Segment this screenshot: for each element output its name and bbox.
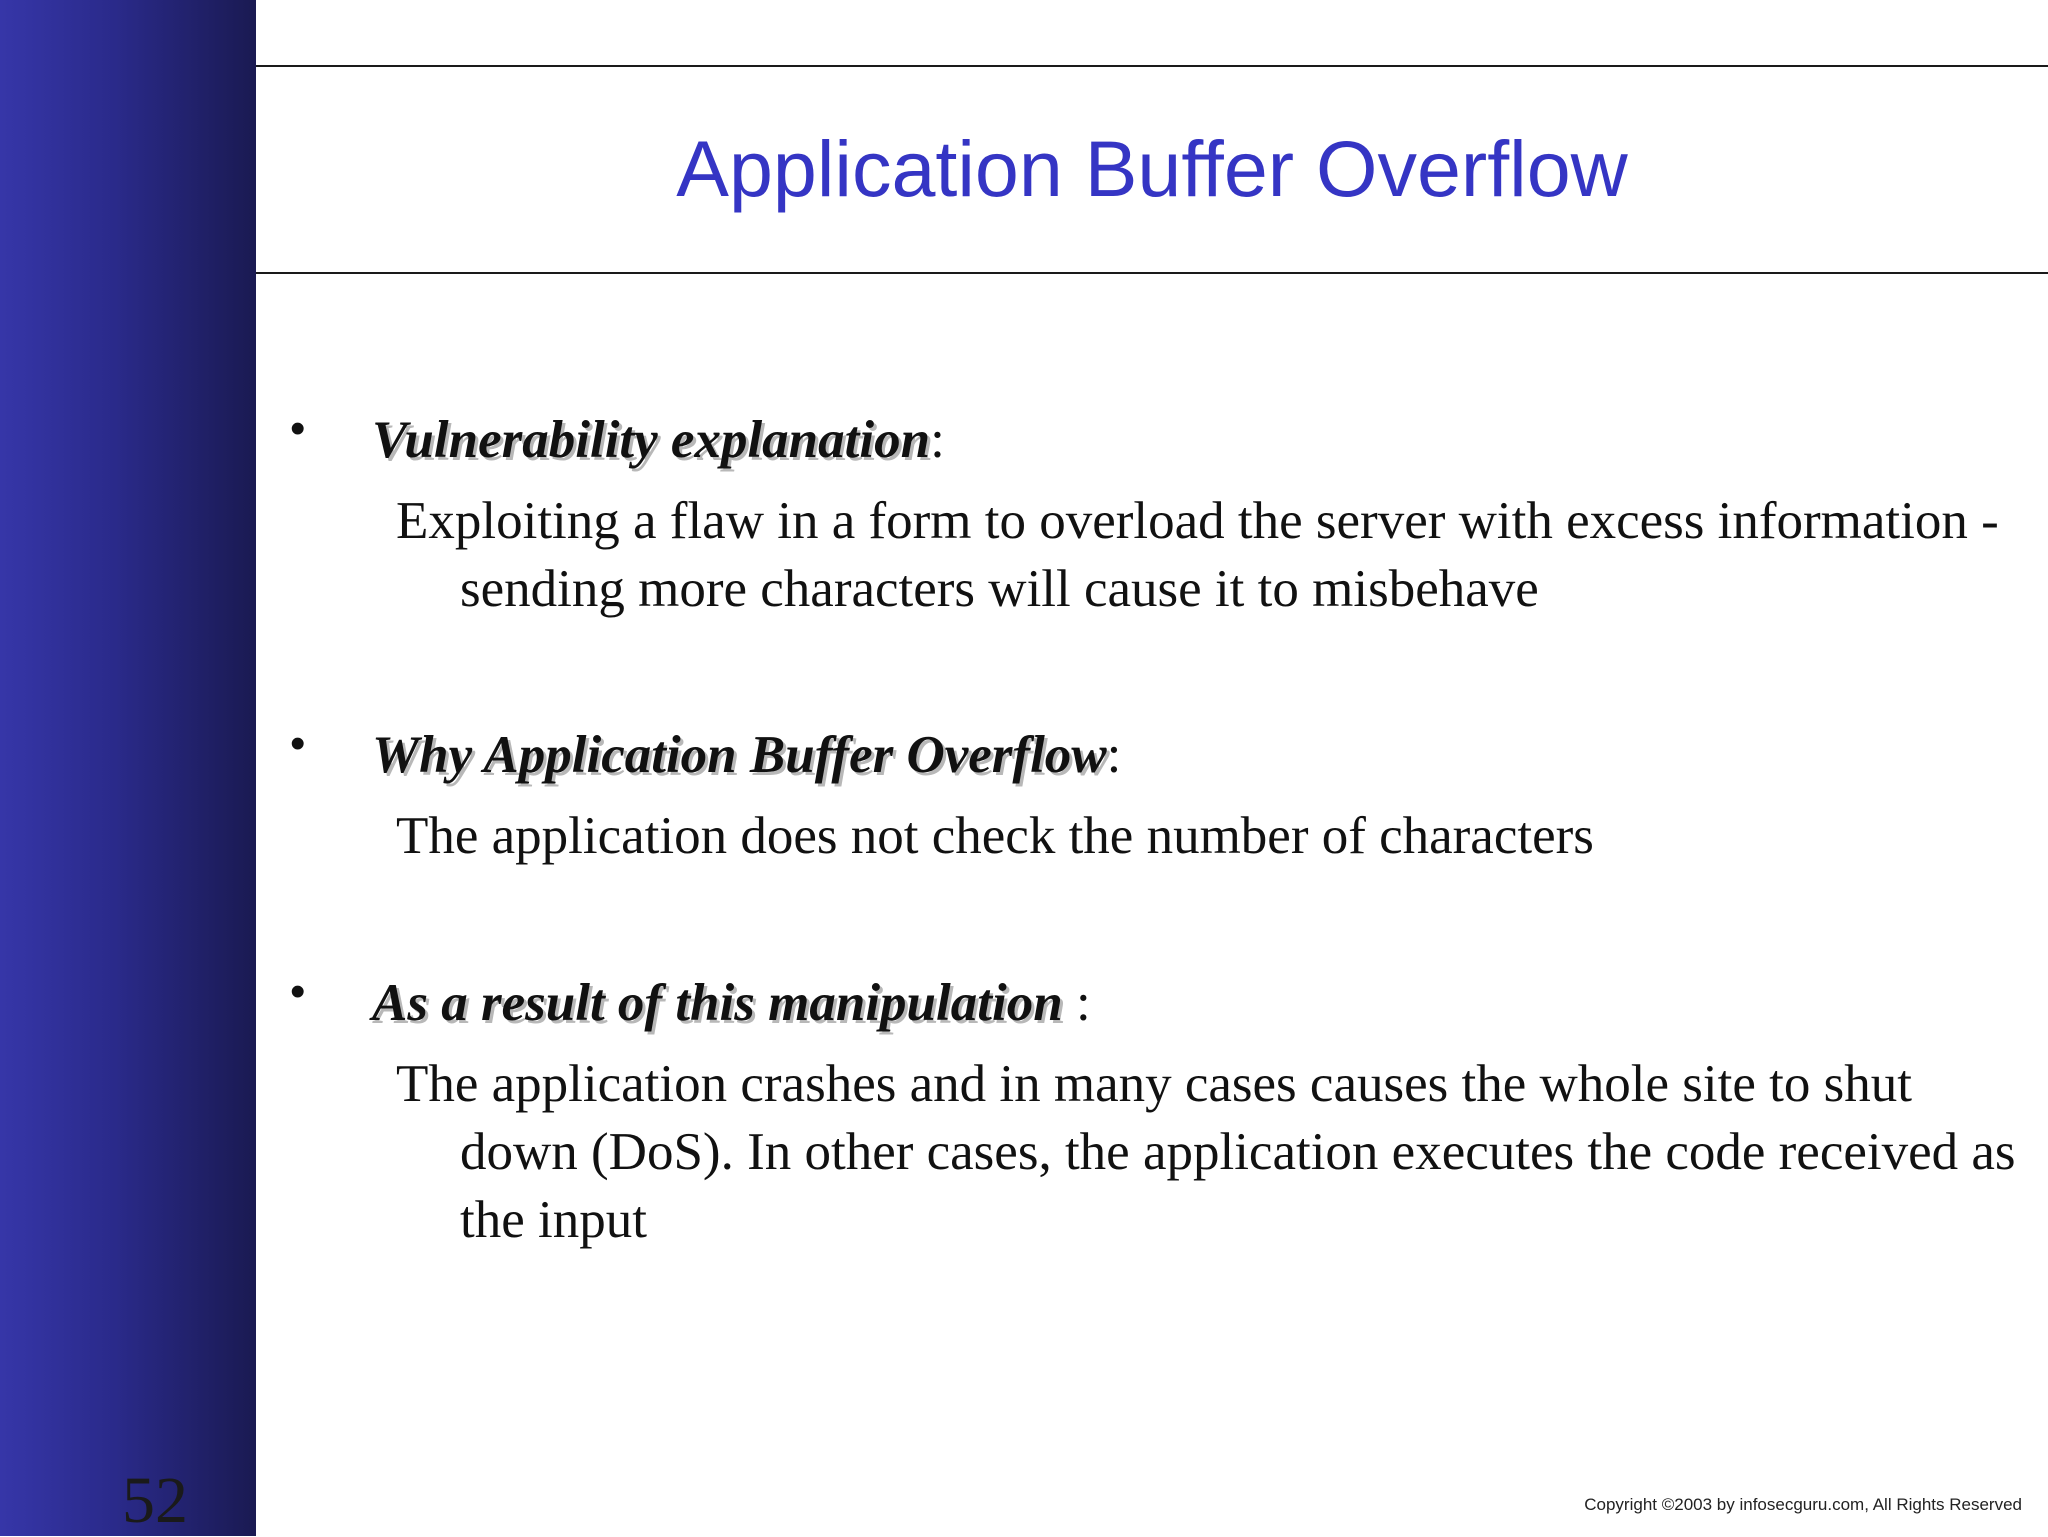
title-top-rule	[256, 65, 2048, 67]
bullet-body: Exploiting a flaw in a form to overload the server with excess information - sending more characters will cause it to misbehave	[396, 491, 1999, 618]
bullet-body: The application does not check the number of characters	[396, 806, 1594, 865]
bullet-heading: Vulnerability explanation	[372, 411, 931, 469]
bullet-heading: As a result of this manipulation	[372, 974, 1063, 1032]
bullet-vulnerability-explanation	[280, 404, 2030, 623]
bullet-dot-icon: •	[290, 719, 306, 768]
bullet-colon: :	[1062, 974, 1091, 1032]
bullet-result-of-manipulation	[280, 967, 2030, 1254]
bullet-dot-icon: •	[290, 404, 306, 453]
bullet-heading: Why Application Buffer Overflow	[372, 726, 1107, 784]
bullet-heading-line	[280, 967, 2030, 1034]
bullet-heading-line	[280, 404, 2030, 471]
slide-number: 52	[122, 1464, 188, 1537]
bullet-colon: :	[930, 411, 945, 469]
title-bottom-rule	[256, 272, 2048, 274]
bullet-why-buffer-overflow	[280, 719, 2030, 870]
bullet-colon: :	[1106, 726, 1122, 784]
copyright-notice: Copyright ©2003 by infosecguru.com, All Rights Reserved	[1584, 1495, 2022, 1514]
slide-title: Application Buffer Overflow	[676, 124, 1628, 213]
bullet-body: The application crashes and in many cases causes the whole site to shut down (DoS). In other cases, the application executes the code received as the input	[396, 1054, 2016, 1249]
bullet-heading-line	[280, 719, 2030, 786]
bullet-dot-icon: •	[290, 967, 306, 1016]
sidebar-band	[0, 0, 256, 1536]
